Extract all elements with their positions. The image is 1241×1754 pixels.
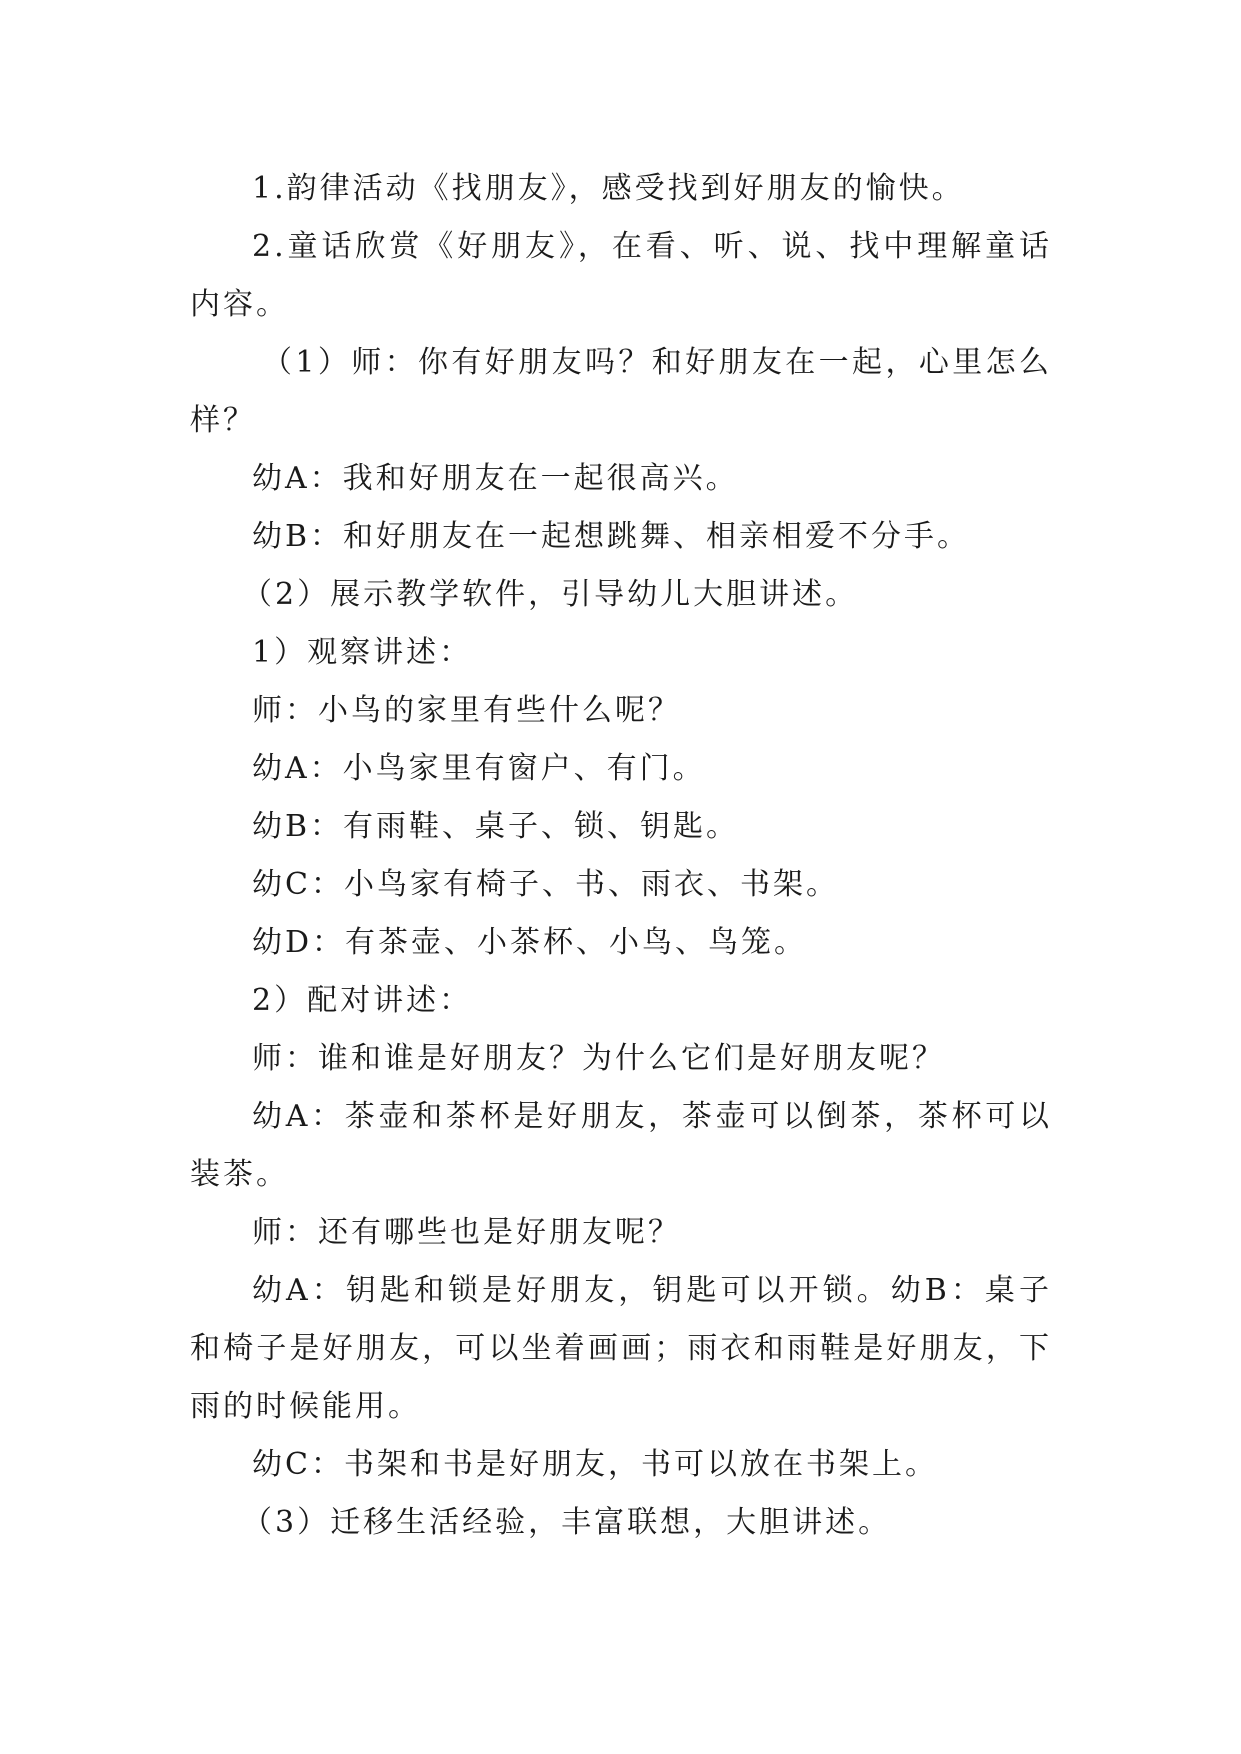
paragraph-teacher-question: 师：小鸟的家里有些什么呢？	[252, 693, 681, 728]
paragraph-child-a-observe: 幼A：小鸟家里有窗户、有门。	[252, 751, 706, 786]
paragraph-activity-2: 2.童话欣赏《好朋友》，在看、听、说、找中理解童话内容。	[190, 229, 1052, 322]
paragraph-child-d-observe: 幼D：有茶壶、小茶杯、小鸟、鸟笼。	[252, 925, 808, 960]
paragraph-child-c-pairing: 幼C：书架和书是好朋友，书可以放在书架上。	[252, 1447, 938, 1482]
paragraph-observe-heading: 1）观察讲述：	[252, 635, 473, 670]
paragraph-children-ab-pairing: 幼A：钥匙和锁是好朋友，钥匙可以开锁。幼B：桌子和椅子是好朋友，可以坐着画画；雨衣和雨鞋是好朋友，下雨的时候能用。	[190, 1273, 1052, 1424]
paragraph-activity-1: 1.韵律活动《找朋友》，感受找到好朋友的愉快。	[252, 171, 965, 206]
paragraph-step-3: （3）迁移生活经验，丰富联想，大胆讲述。	[242, 1505, 892, 1540]
paragraph-child-b-observe: 幼B：有雨鞋、桌子、锁、钥匙。	[252, 809, 740, 844]
paragraph-child-b-answer: 幼B：和好朋友在一起想跳舞、相亲相爱不分手。	[252, 519, 971, 554]
paragraph-teacher-followup: 师：还有哪些也是好朋友呢？	[252, 1215, 681, 1250]
paragraph-child-a-answer: 幼A：我和好朋友在一起很高兴。	[252, 461, 739, 496]
paragraph-step-1: （1）师：你有好朋友吗？和好朋友在一起，心里怎么样？	[190, 345, 1052, 438]
paragraph-pairing-heading: 2）配对讲述：	[252, 983, 473, 1018]
paragraph-teacher-pairing-question: 师：谁和谁是好朋友？为什么它们是好朋友呢？	[252, 1041, 945, 1076]
paragraph-step-2: （2）展示教学软件，引导幼儿大胆讲述。	[242, 577, 859, 612]
paragraph-child-c-observe: 幼C：小鸟家有椅子、书、雨衣、书架。	[252, 867, 839, 902]
paragraph-child-a-pairing: 幼A：茶壶和茶杯是好朋友，茶壶可以倒茶，茶杯可以装茶。	[190, 1099, 1052, 1192]
document-body	[190, 160, 1052, 1552]
